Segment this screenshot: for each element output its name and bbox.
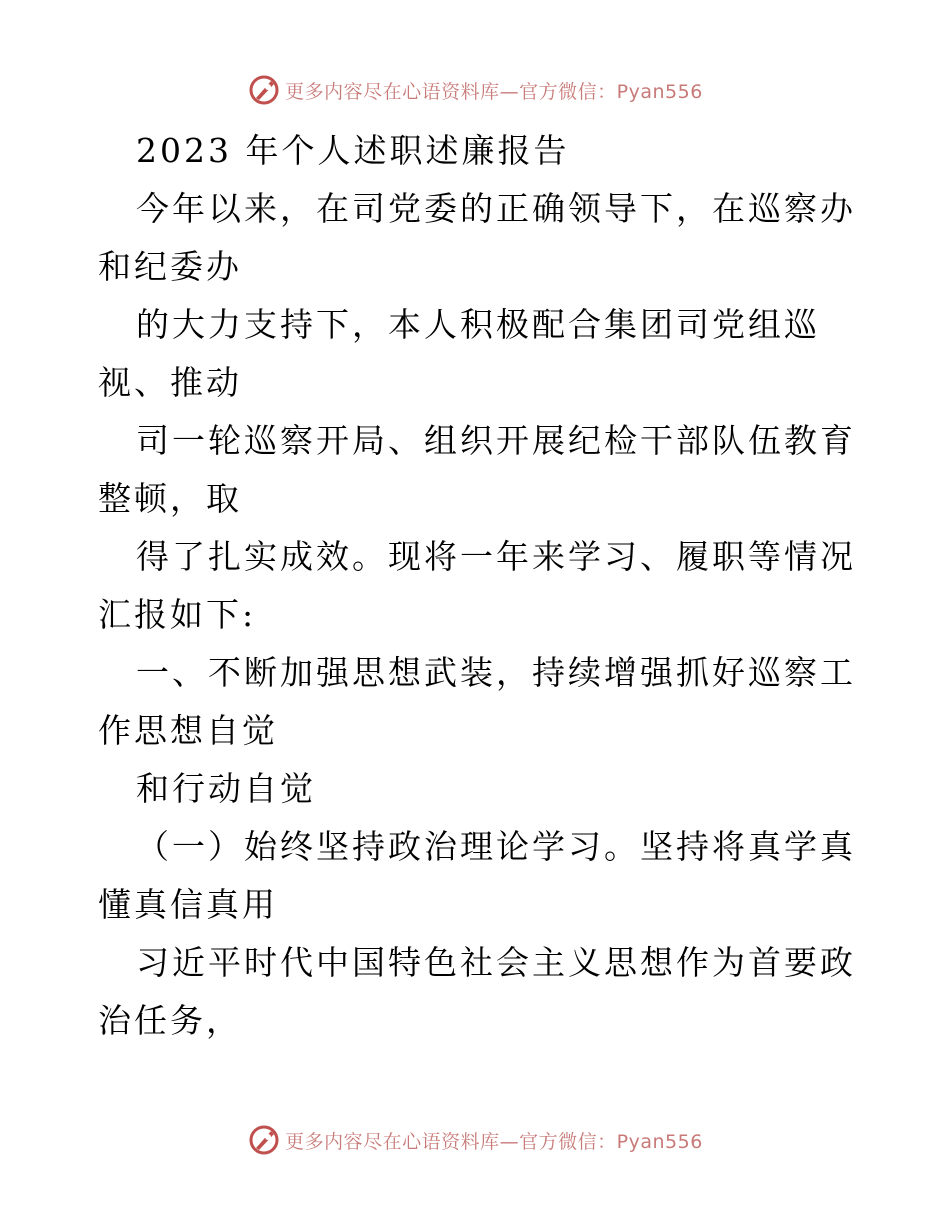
paragraph: 今年以来，在司党委的正确领导下，在巡察办和纪委办 [98,189,856,286]
header-watermark [0,70,950,110]
document-body [98,122,858,1050]
subsection-heading: （一）始终坚持政治理论学习。坚持将真学真懂真信真用 [98,827,856,924]
footer-watermark [0,1120,950,1160]
paragraph: 得了扎实成效。现将一年来学习、履职等情况汇报如下: [98,537,856,634]
quill-logo-icon [247,1123,281,1157]
paragraph: 习近平时代中国特色社会主义思想作为首要政治任务， [98,943,856,1040]
quill-logo-icon [247,73,281,107]
watermark-text: 更多内容尽在心语资料库—官方微信：Pyan556 [285,80,703,103]
watermark-text: 更多内容尽在心语资料库—官方微信：Pyan556 [285,1130,703,1153]
section-heading-continued: 和行动自觉 [136,769,316,808]
paragraph: 司一轮巡察开局、组织开展纪检干部队伍教育整顿，取 [98,421,856,518]
paragraph: 的大力支持下，本人积极配合集团司党组巡视、推动 [98,305,820,402]
document-title: 2023 年个人述职述廉报告 [136,131,570,170]
section-heading: 一、不断加强思想武装，持续增强抓好巡察工作思想自觉 [98,653,856,750]
